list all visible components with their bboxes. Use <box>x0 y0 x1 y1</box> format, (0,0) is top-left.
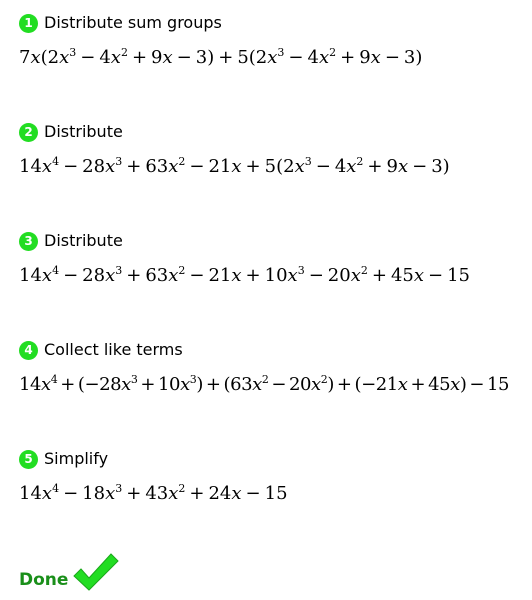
step-4 <box>19 340 529 395</box>
step-header <box>19 449 529 469</box>
step-header <box>19 340 529 360</box>
step-number-badge: 4 <box>19 341 38 360</box>
step-expression: $14x^4 - 28x^3 + 63x^2 - 21x + 10x^3 - 20x^2 + 45x - 15$ <box>19 264 470 286</box>
checkmark-icon <box>72 552 120 592</box>
step-title: Distribute sum groups <box>44 13 222 32</box>
step-number-badge: 1 <box>19 14 38 33</box>
step-expression: $7x(2x^3 - 4x^2 + 9x - 3) + 5(2x^3 - 4x^2 + 9x - 3)$ <box>19 46 423 68</box>
step-3 <box>19 231 529 286</box>
step-2 <box>19 122 529 177</box>
done-label: Done <box>19 570 69 590</box>
step-title: Distribute <box>44 231 123 250</box>
step-expression: $14x^4 + (-28x^3 + 10x^3) + (63x^2 - 20x^2) + (-21x + 45x) - 15$ <box>19 373 510 395</box>
step-5 <box>19 449 529 504</box>
step-1 <box>19 13 529 68</box>
step-title: Distribute <box>44 122 123 141</box>
step-title: Simplify <box>44 449 109 468</box>
step-number-badge: 3 <box>19 232 38 251</box>
step-header <box>19 122 529 142</box>
step-number-badge: 5 <box>19 450 38 469</box>
step-title: Collect like terms <box>44 340 183 359</box>
done-indicator <box>19 552 120 592</box>
step-expression: $14x^4 - 18x^3 + 43x^2 + 24x - 15$ <box>19 482 288 504</box>
step-number-badge: 2 <box>19 123 38 142</box>
step-header <box>19 13 529 33</box>
step-header <box>19 231 529 251</box>
step-expression: $14x^4 - 28x^3 + 63x^2 - 21x + 5(2x^3 - 4x^2 + 9x - 3)$ <box>19 155 450 177</box>
